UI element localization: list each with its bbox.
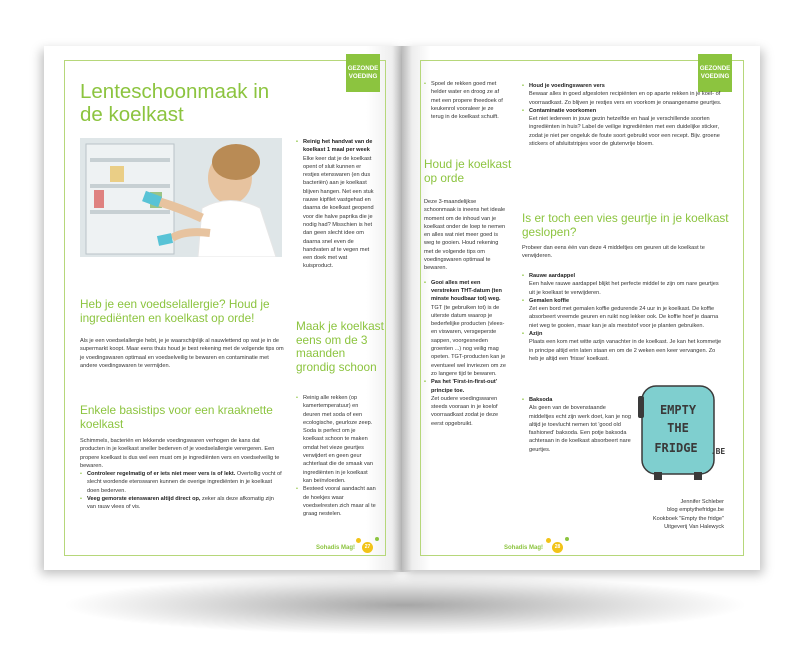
section-tab: GEZONDE VOEDING <box>346 54 380 92</box>
page-number: 28 <box>552 542 563 553</box>
order-text: Deze 3-maandelijkse schoonmaak is ineens het ideale moment om de inhoud van je koelkast onder de loep te nemen en alles wat niet meer goed is weg te gooien. Houd rekening met de volgende tips om voedingswaren optimaal te bewaren. • Gooi alles met een verstreken THT-datum (ten minste houdbaar tot) weg. TGT (te gebruiken tot) is de uiterste datum waarop je bederfelijke producten (vlees- en viswaren, versgeperste sappen, voorgesneden groenten ...) nog veilig mag opeten. TGT-producten kan je eventueel wel invriezen om ze zo langere tijd te bewaren. • Pas het 'First-in-first-out' principe toe. Zet oudere voedingswaren steeds vooraan in je koelof voorraadkast zodat je deze eerst opgebruikt. <box>424 198 506 428</box>
list-item: • Veeg gemorste etenswaren altijd direct op, zeker als deze afkomatig zijn van rauw vlees of vis. <box>80 495 284 512</box>
empty-the-fridge-logo <box>636 384 728 484</box>
allergy-heading: Heb je een voedselallergie? Houd je ingrediënten en koelkast op orde! <box>80 297 270 325</box>
article-title: Lenteschoonmaak in de koelkast <box>80 80 270 126</box>
smell-intro: Probeer dan eens één van deze 4 middeltjes om geuren uit de koelkast te verwijderen. <box>522 245 705 260</box>
order-heading: Houd je koelkast op orde <box>424 157 512 185</box>
list-item: • Besteed vooral aandacht aan de hoekjes waar voedselresten zich maar al te graag nestelen. <box>296 485 376 518</box>
basics-text: Schimmels, bacteriën en lekkende voedingswaren verhogen de kans dat producten in je koelkast sneller bederven of je voedselallergie verergeren. Een propere koelkast is dus wel een must om je ingrediënten vers en voedselveilig te bewaren. • Controleer regelmatig of er iets niet meer vers is of lekt. Overtollig vocht of slecht wordende etenswaren kunnen de overige ingrediënten in je koelkast doen bederven. • Veeg gemorste etenswaren altijd direct op, zeker als deze afkomatig zijn van rauw vlees of vis. <box>80 437 284 512</box>
magazine-brand: Sohadis Mag! <box>504 545 544 551</box>
allergy-text: Als je een voedselallergie hebt, je je waarschijnlijk al nauwlettend op wat je in de supermarkt koopt. Maar eens thuis houd je best rekening met de volgende tips om je voedingswaren optimaal en voedselveilig te bewaren en contaminatie met andere voedingswaren te vermijden. <box>80 338 284 369</box>
svg-text:EMPTY: EMPTY <box>659 403 697 417</box>
decor-dot <box>546 538 551 543</box>
book-shadow <box>60 575 750 635</box>
svg-text:THE: THE <box>667 421 689 435</box>
list-item: • Controleer regelmatig of er iets niet meer vers is of lekt. Overtollig vocht of slecht wordende etenswaren kunnen de overige ingrediënten in je koelkast doen bederven. <box>80 470 284 495</box>
section-tab: GEZONDE VOEDING <box>698 54 732 92</box>
list-item: • Reinig alle rekken (op kamertemperatuur) en deuren met soda of een ecologische, geurloze zeep. Soda is perfect om je koelkast schoon te maken omdat het vieze geurtjes verwijdert en geen geur achterlaat die de smaak van ingrediënten in je koelkast kan beïnvloeden. <box>296 394 376 485</box>
decor-dot <box>356 538 361 543</box>
page-number: 27 <box>362 542 373 553</box>
smell-heading: Is er toch een vies geurtje in je koelkast geslopen? <box>522 211 729 239</box>
right-page <box>402 46 760 570</box>
svg-text:.BE: .BE <box>710 447 726 456</box>
three-months-list <box>296 394 376 518</box>
article-photo <box>80 138 282 257</box>
handle-tip: • Reinig het handvat van de koelkast 1 maal per week Elke keer dat je de koelkast opent of sluit kunnen er restjes etenswaren (en dus bacteriën) aan je koelkast blijven hangen. Net een stuk rauwe kipfilet vastgehad en daarna de koelkast geopend voor die halve paprika die je nodig had? Misschien is het dan geen slecht idee om daarna snel even de handvaten af te vegen met een doek met wat kuisproduct. <box>296 138 376 271</box>
remedies-list-bottom: • Baksoda Als geen van de bovenstaande middeltjes echt zijn werk doet, kan je nog altijd je toevlucht nemen tot 'good old fashioned' baksoda. Een potje baksoda achteraan in de koelkast absorbeert nare geurtjes. <box>522 396 632 454</box>
decor-dot <box>565 537 569 541</box>
book-spine <box>392 46 412 572</box>
rinse-tip: • Spoel de rekken goed met helder water en droog ze af met een propere theedoek of keukenrol vooraleer je ze terug in de koelkast schuift. <box>424 80 504 121</box>
storage-tips: • Houd je voedingswaren vers Bewaar alles in goed afgesloten recipiënten en op aparte rekken in je koel- of voorraadkast. Zo blijven je restjes vers en voorkom je onaangename geurtjes. • Contaminatie voorkomen Eet niet iedereen in jouw gezin hetzelfde en haal je verschillende soorten ingrediënten in huis? Label de veilige ingrediënten met een duidelijke sticker, zodat je niet per ongeluk de foute soort gebruikt voor een recept. Bijv. groene stickers of afsluitstripjes voor de glutenvrije bloem. <box>522 82 722 148</box>
author-credit: Jennifer Schleber blog emptythefridge.be Kookboek "Empty the fridge" Uitgeverij Van Halewyck <box>652 499 724 530</box>
remedies-list-top: • Rauwe aardappel Een halve rauwe aardappel blijkt het perfecte middel te zijn om nare geurtjes uit je koelkast te verwijderen. • Gemalen koffie Zet een bord met gemalen koffie gedurende 24 uur in je koelkast. De koffie absorbeert vreemde geuren en ruikt nog lekker ook. De koffie hoef je daarna niet weg te gooien, maar kan je als meststof voor je planten gebruiken. • Azijn Plaats een kom met witte azijn vanachter in de koelkast. Je kan het kommetje in principe altijd erin laten staan en om de 2 weken een keer vervangen. Zo heb je altijd een 'frisse' koelkast. <box>522 272 722 363</box>
decor-dot <box>375 537 379 541</box>
magazine-brand: Sohadis Mag! <box>316 545 356 551</box>
left-page <box>44 46 402 570</box>
svg-text:FRIDGE: FRIDGE <box>654 441 698 455</box>
three-months-heading: Maak je koelkast eens om de 3 maanden grondig schoon <box>296 319 384 374</box>
basics-heading: Enkele basistips voor een kraaknette koelkast <box>80 403 273 431</box>
woman-cleaning-fridge-image <box>80 138 282 257</box>
